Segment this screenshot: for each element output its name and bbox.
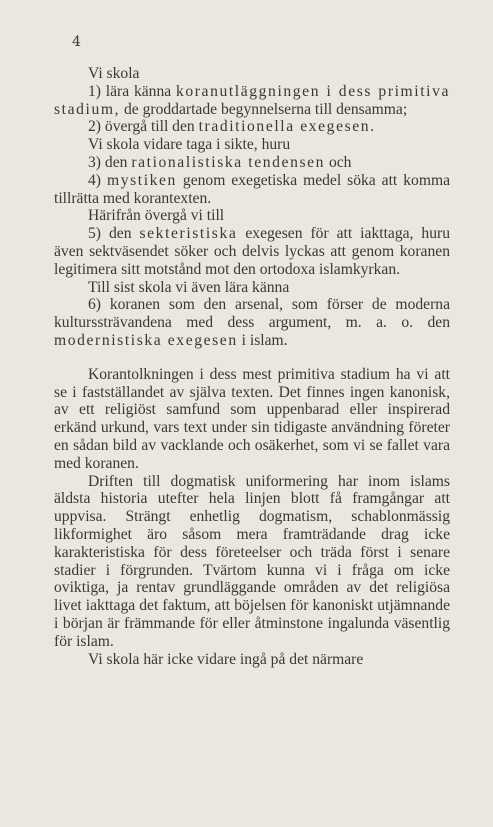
item-emphasis: mystiken <box>106 171 177 189</box>
item-emphasis: sekteristiska <box>139 225 238 243</box>
item-text: exegesen för att iakttaga, huru även sektväsendet söker och delvis lyckas att genom koranen legitimera sitt motstånd mot den ortodoxa islamkyrkan. <box>54 225 450 278</box>
item-text: och <box>325 153 352 171</box>
item-text: i islam. <box>237 331 288 349</box>
list-item-2 <box>54 118 450 136</box>
paragraph-2: Vi skola vidare taga i sikte, huru <box>88 136 291 154</box>
item-emphasis: traditionella exegesen. <box>198 118 376 136</box>
paragraph-intro: Vi skola <box>88 65 140 82</box>
paragraph-7: Vi skola här icke vidare ingå på det närmare <box>88 650 364 668</box>
paragraph-3: Härifrån övergå vi till <box>88 207 225 225</box>
item-text: koranen som den arsenal, som förser de moderna kulturssträvandena med dess argument, m. a. o. den <box>54 296 450 332</box>
item-number: 2) <box>88 118 101 136</box>
item-emphasis: rationalistiska tendensen <box>131 153 326 171</box>
item-emphasis: koranutläggningen i dess primitiva stadium, <box>54 82 450 118</box>
item-text: den <box>108 225 140 243</box>
list-item-5 <box>54 225 450 278</box>
page-number: 4 <box>72 34 81 50</box>
item-number: 1) <box>88 82 101 100</box>
paragraph-6: Driften till dogmatisk uniformering har inom islams äldsta historia utefter hela linjen blott få framgångar att uppvisa. Strängt enhetlig dogmatism, schablonmässig likformighet äro såsom mera framträdande drag icke karakteristiska för dess företeelser och träda först i senare stadier i förgrunden. Tvärtom kunna vi i fråga om icke oviktiga, ja rentav grundläggande områden av det religiösa livet iakttaga det faktum, att böjelsen för kanoniskt utjämnande i början är främmande för eller åtminstone ingalunda väsentlig för islam. <box>54 472 450 650</box>
page-text <box>54 65 450 668</box>
list-item-6 <box>54 296 450 349</box>
item-number: 6) <box>88 296 101 314</box>
item-number: 4) <box>88 171 101 189</box>
section-gap <box>54 350 450 366</box>
list-item-3 <box>54 154 450 172</box>
paragraph-4: Till sist skola vi även lära känna <box>88 278 290 296</box>
paragraph-5: Korantolkningen i dess mest primitiva stadium ha vi att se i fastställandet av själva texten. Det finnes ingen kanonisk, av ett religiöst samfund som uppenbarad eller inspirerad erkänd urkund, vars text under sin tidigaste användning företer en sådan bild av vacklande och osäkerhet, som vi se fallet vara med koranen. <box>54 365 450 472</box>
item-emphasis: modernistiska exegesen <box>54 331 238 349</box>
list-item-4 <box>54 172 450 208</box>
item-text: de groddartade begynnelserna till densamma; <box>120 100 408 118</box>
item-text: genom exegetiska medel söka att komma tillrätta med korantexten. <box>54 171 450 207</box>
item-number: 3) <box>88 153 101 171</box>
item-number: 5) <box>88 225 101 243</box>
list-item-1 <box>54 83 450 119</box>
item-text: övergå till den <box>104 118 199 136</box>
item-text: den <box>104 153 132 171</box>
item-text: lära känna <box>105 82 176 100</box>
